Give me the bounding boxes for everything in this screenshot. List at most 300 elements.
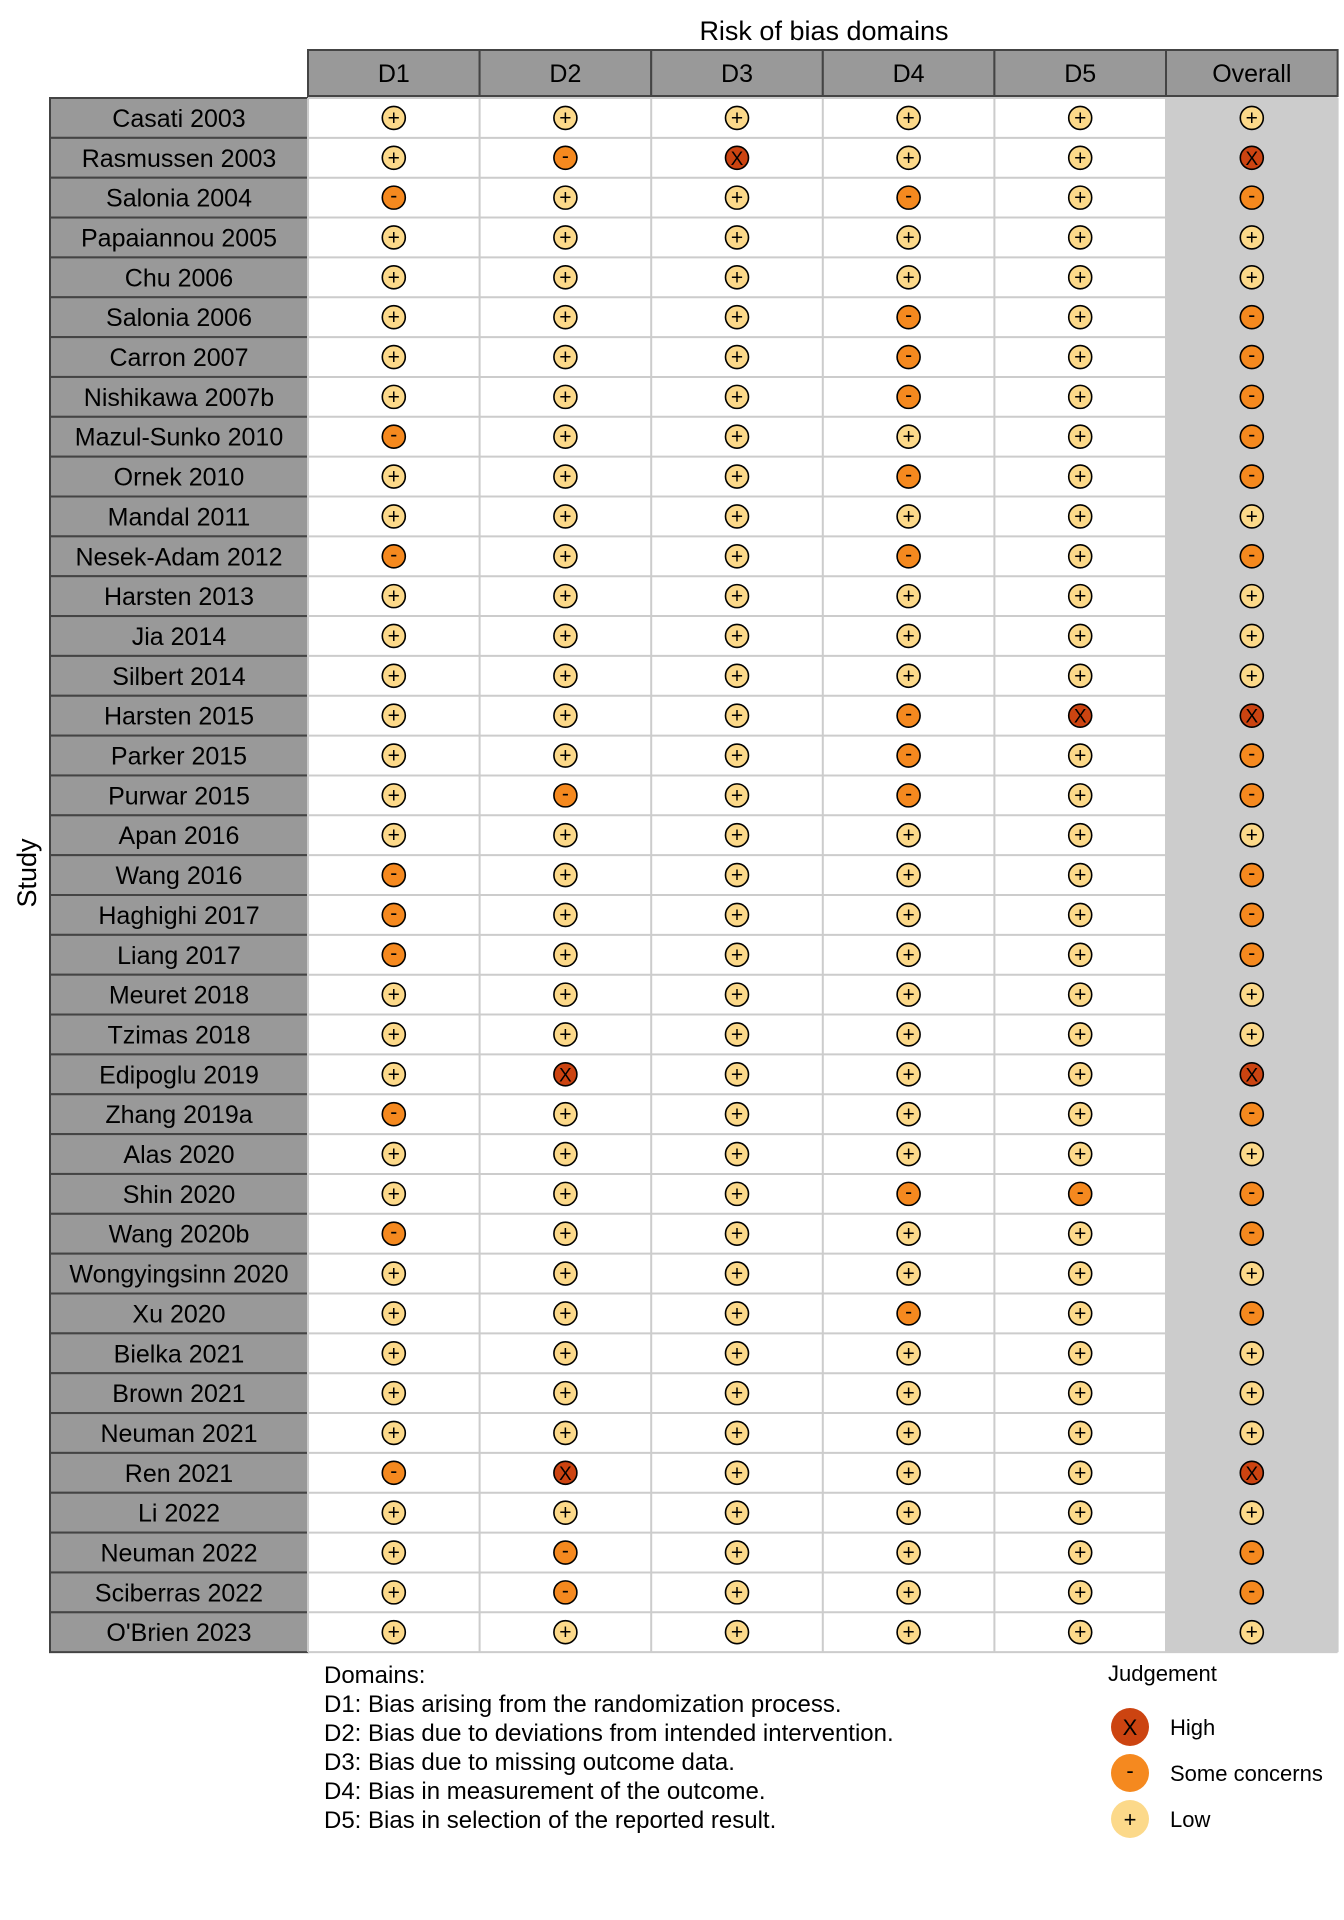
judgement-symbol: +: [730, 545, 744, 569]
judgement-symbol: -: [1248, 1300, 1256, 1324]
judgement-marker: [897, 1461, 920, 1485]
judgement-marker: [726, 1581, 749, 1605]
judgement-symbol: +: [1074, 505, 1087, 529]
judgement-symbol: +: [387, 1182, 400, 1206]
judgement-marker: [1069, 266, 1092, 290]
judgement-marker: [554, 106, 577, 130]
table-background: [50, 50, 1338, 1652]
judgement-symbol: +: [559, 346, 572, 370]
judgement-marker: [1069, 1581, 1092, 1605]
judgement-marker: [897, 384, 920, 409]
judgement-symbol: +: [1245, 1382, 1258, 1406]
judgement-symbol: +: [559, 983, 572, 1007]
study-label: Salonia 2006: [106, 304, 252, 333]
judgement-marker: [897, 1541, 920, 1565]
judgement-symbol: +: [730, 425, 744, 449]
judgement-symbol: +: [902, 824, 915, 848]
judgement-marker: [897, 464, 920, 489]
judgement-marker: [726, 903, 749, 927]
judgement-marker: [1069, 1382, 1092, 1406]
judgement-marker: [554, 306, 577, 330]
judgement-marker: [1240, 585, 1263, 609]
judgement-marker: [726, 146, 749, 170]
legend-item: [1111, 1754, 1323, 1792]
judgement-symbol: +: [902, 1461, 915, 1485]
study-label: Papaiannou 2005: [80, 224, 278, 253]
study-label: Parker 2015: [110, 742, 248, 771]
column-header-label: D5: [1064, 60, 1097, 88]
judgement-symbol: +: [730, 505, 744, 529]
judgement-symbol: -: [561, 144, 569, 168]
judgement-marker: [554, 1579, 577, 1604]
judgement-symbol: +: [559, 505, 572, 529]
judgement-marker: [1069, 1501, 1092, 1525]
judgement-symbol: -: [1248, 463, 1256, 487]
study-label: Haghighi 2017: [98, 901, 260, 930]
column-header-label: Overall: [1212, 60, 1292, 88]
judgement-symbol: +: [387, 1063, 400, 1087]
judgement-symbol: -: [905, 344, 913, 368]
judgement-symbol: -: [1248, 304, 1256, 328]
judgement-symbol: +: [1074, 1541, 1087, 1565]
judgement-marker: [726, 1103, 749, 1127]
judgement-marker: [382, 385, 405, 409]
judgement-marker: [1069, 1302, 1092, 1326]
judgement-marker: [897, 664, 920, 688]
judgement-symbol: +: [730, 1103, 744, 1127]
study-label: Ren 2021: [124, 1459, 234, 1488]
judgement-symbol: -: [905, 742, 913, 766]
judgement-marker: [897, 1300, 920, 1325]
judgement-symbol: -: [905, 383, 913, 407]
chart-title: Risk of bias domains: [699, 16, 949, 46]
judgement-symbol: +: [730, 1421, 744, 1445]
judgement-symbol: +: [559, 1382, 572, 1406]
judgement-symbol: +: [1074, 1621, 1087, 1645]
judgement-symbol: +: [1245, 226, 1258, 250]
legend-symbol: X: [1122, 1715, 1138, 1740]
judgement-symbol: -: [1248, 1101, 1256, 1125]
judgement-symbol: +: [730, 1581, 744, 1605]
judgement-marker: [1069, 1063, 1092, 1087]
judgement-marker: [1240, 1501, 1263, 1525]
judgement-symbol: +: [730, 744, 744, 768]
judgement-symbol: -: [905, 702, 913, 726]
judgement-marker: [554, 864, 577, 888]
judgement-symbol: +: [559, 1023, 572, 1047]
judgement-symbol: +: [730, 1222, 744, 1246]
judgement-symbol: -: [1248, 742, 1256, 766]
judgement-symbol: +: [559, 903, 572, 927]
judgement-marker: [554, 1143, 577, 1167]
study-label: Alas 2020: [123, 1141, 235, 1170]
judgement-symbol: +: [387, 1382, 400, 1406]
study-label: Liang 2017: [117, 941, 241, 970]
judgement-marker: [554, 585, 577, 609]
judgement-marker: [382, 424, 405, 449]
judgement-marker: [726, 226, 749, 250]
judgement-marker: [554, 1023, 577, 1047]
judgement-marker: [554, 1302, 577, 1326]
judgement-marker: [382, 1101, 405, 1126]
judgement-symbol: +: [902, 1103, 915, 1127]
study-label: Rasmussen 2003: [81, 144, 277, 173]
judgement-marker: [382, 1023, 405, 1047]
judgement-marker: [1240, 1023, 1263, 1047]
judgement-marker: [726, 983, 749, 1007]
judgement-marker: [897, 782, 920, 807]
judgement-marker: [1240, 1621, 1263, 1645]
judgement-marker: [1069, 943, 1092, 967]
judgement-symbol: -: [390, 1220, 398, 1244]
judgement-marker: [554, 744, 577, 768]
judgement-marker: [897, 1143, 920, 1167]
legend-symbol: +: [1123, 1807, 1137, 1832]
judgement-symbol: +: [902, 1143, 915, 1167]
judgement-marker: [382, 346, 405, 370]
judgement-symbol: +: [1074, 784, 1087, 808]
judgement-marker: [382, 1143, 405, 1167]
legend-item: [1111, 1800, 1210, 1838]
column-header-label: D1: [377, 60, 410, 88]
judgement-marker: [382, 1541, 405, 1565]
judgement-marker: [1069, 1342, 1092, 1366]
judgement-marker: [382, 664, 405, 688]
judgement-marker: [726, 385, 749, 409]
judgement-marker: [382, 1382, 405, 1406]
judgement-symbol: +: [387, 983, 400, 1007]
judgement-symbol: +: [559, 1501, 572, 1525]
judgement-symbol: +: [730, 1302, 744, 1326]
study-label: Shin 2020: [122, 1180, 236, 1209]
legend-label: Some concerns: [1170, 1761, 1323, 1786]
domain-description: D4: Bias in measurement of the outcome.: [324, 1778, 766, 1805]
judgement-symbol: +: [559, 1182, 572, 1206]
judgement-marker: [726, 585, 749, 609]
judgement-marker: [1240, 1461, 1263, 1485]
study-label: Neuman 2021: [100, 1419, 258, 1448]
study-label: Edipoglu 2019: [99, 1061, 259, 1090]
judgement-symbol: +: [730, 1143, 744, 1167]
judgement-symbol: +: [559, 306, 572, 330]
judgement-marker: [382, 1581, 405, 1605]
judgement-marker: [382, 1221, 405, 1246]
judgement-symbol: -: [390, 1459, 398, 1483]
judgement-marker: [1069, 864, 1092, 888]
judgement-marker: [726, 864, 749, 888]
judgement-symbol: +: [902, 266, 915, 290]
judgement-marker: [554, 1342, 577, 1366]
judgement-marker: [382, 824, 405, 848]
judgement-symbol: +: [902, 983, 915, 1007]
judgement-symbol: -: [390, 901, 398, 925]
judgement-marker: [897, 1222, 920, 1246]
judgement-marker: [1069, 385, 1092, 409]
judgement-marker: [382, 585, 405, 609]
judgement-symbol: +: [1245, 1023, 1258, 1047]
judgement-symbol: +: [1074, 465, 1087, 489]
judgement-marker: [382, 1342, 405, 1366]
judgement-marker: [897, 1342, 920, 1366]
judgement-marker: [382, 1621, 405, 1645]
judgement-marker: [554, 266, 577, 290]
judgement-symbol: +: [559, 465, 572, 489]
judgement-marker: [554, 1262, 577, 1286]
judgement-marker: [1069, 704, 1092, 728]
judgement-symbol: +: [1074, 1382, 1087, 1406]
judgement-symbol: +: [559, 744, 572, 768]
judgement-marker: [897, 943, 920, 967]
study-label: Jia 2014: [131, 622, 227, 651]
study-label: Salonia 2004: [106, 184, 252, 213]
judgement-symbol: +: [1074, 1262, 1087, 1286]
judgement-marker: [897, 743, 920, 768]
judgement-marker: [1069, 1421, 1092, 1445]
judgement-marker: [382, 942, 405, 967]
judgement-marker: [382, 185, 405, 210]
judgement-symbol: +: [902, 664, 915, 688]
judgement-symbol: +: [902, 146, 915, 170]
judgement-symbol: +: [387, 624, 400, 648]
judgement-marker: [897, 425, 920, 449]
judgement-symbol: +: [1245, 1501, 1258, 1525]
judgement-marker: [897, 146, 920, 170]
study-label: Zhang 2019a: [105, 1101, 253, 1130]
judgement-symbol: +: [559, 1302, 572, 1326]
judgement-marker: [554, 186, 577, 210]
study-label: Purwar 2015: [108, 782, 250, 811]
judgement-marker: [382, 106, 405, 130]
study-label: Wang 2020b: [108, 1220, 250, 1249]
study-label: Sciberras 2022: [94, 1579, 264, 1608]
judgement-symbol: +: [902, 1262, 915, 1286]
judgement-marker: [1240, 505, 1263, 529]
judgement-symbol: +: [387, 146, 400, 170]
judgement-symbol: -: [1248, 344, 1256, 368]
judgement-marker: [1240, 1421, 1263, 1445]
judgement-marker: [897, 1501, 920, 1525]
judgement-symbol: +: [387, 1302, 400, 1326]
judgement-symbol: +: [1074, 425, 1087, 449]
judgement-symbol: +: [1245, 1621, 1258, 1645]
judgement-marker: [897, 983, 920, 1007]
judgement-symbol: +: [387, 226, 400, 250]
judgement-symbol: X: [1245, 148, 1259, 170]
judgement-marker: [554, 226, 577, 250]
judgement-marker: [1069, 1541, 1092, 1565]
judgement-marker: [897, 903, 920, 927]
domain-description: D2: Bias due to deviations from intended intervention.: [324, 1720, 894, 1747]
judgement-marker: [382, 983, 405, 1007]
study-label: Harsten 2013: [103, 583, 255, 612]
study-label: O'Brien 2023: [106, 1619, 252, 1648]
judgement-marker: [554, 1540, 577, 1565]
judgement-marker: [554, 1063, 577, 1087]
judgement-marker: [897, 185, 920, 210]
judgement-marker: [1069, 983, 1092, 1007]
judgement-marker: [897, 1063, 920, 1087]
judgement-marker: [1069, 1262, 1092, 1286]
judgement-symbol: -: [1248, 1539, 1256, 1563]
judgement-symbol: +: [730, 585, 744, 609]
judgement-marker: [1069, 106, 1092, 130]
judgement-symbol: +: [1245, 1143, 1258, 1167]
judgement-symbol: +: [730, 1461, 744, 1485]
judgement-symbol: +: [902, 585, 915, 609]
judgement-symbol: -: [905, 463, 913, 487]
judgement-symbol: +: [902, 1421, 915, 1445]
judgement-symbol: +: [902, 903, 915, 927]
judgement-symbol: +: [559, 824, 572, 848]
judgement-marker: [726, 1501, 749, 1525]
judgement-marker: [897, 1262, 920, 1286]
judgement-symbol: +: [1245, 505, 1258, 529]
judgement-symbol: +: [387, 1143, 400, 1167]
judgement-symbol: -: [561, 1579, 569, 1603]
judgement-symbol: +: [730, 864, 744, 888]
judgement-symbol: +: [730, 1621, 744, 1645]
judgement-marker: [554, 664, 577, 688]
judgement-symbol: +: [1074, 1103, 1087, 1127]
judgement-marker: [554, 1421, 577, 1445]
judgement-symbol: +: [559, 1262, 572, 1286]
judgement-symbol: +: [387, 346, 400, 370]
judgement-marker: [726, 624, 749, 648]
study-label: Silbert 2014: [112, 662, 246, 691]
judgement-marker: [897, 505, 920, 529]
judgement-marker: [1240, 266, 1263, 290]
judgement-symbol: +: [1245, 266, 1258, 290]
judgement-symbol: +: [730, 226, 744, 250]
judgement-symbol: -: [1248, 901, 1256, 925]
judgement-marker: [726, 306, 749, 330]
judgement-symbol: +: [1074, 624, 1087, 648]
study-label: Bielka 2021: [113, 1340, 245, 1369]
judgement-symbol: +: [1245, 585, 1258, 609]
judgement-symbol: +: [1074, 585, 1087, 609]
judgement-marker: [897, 1421, 920, 1445]
judgement-symbol: +: [730, 1023, 744, 1047]
judgement-marker: [1069, 624, 1092, 648]
judgement-marker: [554, 145, 577, 170]
judgement-marker: [382, 1302, 405, 1326]
judgement-marker: [897, 703, 920, 728]
judgement-symbol: -: [561, 1539, 569, 1563]
column-header-label: D4: [892, 60, 925, 88]
judgement-marker: [726, 505, 749, 529]
judgement-marker: [726, 1182, 749, 1206]
judgement-symbol: X: [1073, 706, 1087, 728]
judgement-symbol: +: [559, 864, 572, 888]
judgement-symbol: +: [730, 824, 744, 848]
judgement-symbol: -: [1248, 1579, 1256, 1603]
judgement-marker: [1069, 744, 1092, 768]
judgement-symbol: +: [387, 266, 400, 290]
judgement-symbol: +: [730, 346, 744, 370]
judgement-marker: [726, 266, 749, 290]
judgement-marker: [1069, 425, 1092, 449]
judgement-marker: [554, 1501, 577, 1525]
judgement-symbol: +: [387, 744, 400, 768]
judgement-symbol: +: [730, 186, 744, 210]
judgement-marker: [726, 704, 749, 728]
judgement-marker: [897, 266, 920, 290]
judgement-symbol: X: [730, 148, 744, 170]
judgement-symbol: +: [387, 1342, 400, 1366]
judgement-symbol: +: [559, 624, 572, 648]
judgement-symbol: +: [387, 784, 400, 808]
domains-key: [324, 1662, 894, 1834]
judgement-symbol: +: [387, 1501, 400, 1525]
judgement-symbol: +: [902, 425, 915, 449]
judgement-marker: [1069, 1621, 1092, 1645]
judgement-symbol: +: [559, 545, 572, 569]
judgement-symbol: +: [730, 943, 744, 967]
judgement-marker: [382, 744, 405, 768]
judgement-marker: [897, 1181, 920, 1206]
judgement-symbol: -: [390, 184, 398, 208]
judgement-symbol: -: [390, 941, 398, 965]
judgement-marker: [382, 465, 405, 489]
judgement-marker: [382, 505, 405, 529]
judgement-symbol: +: [559, 1103, 572, 1127]
judgement-marker: [1240, 226, 1263, 250]
judgement-marker: [897, 106, 920, 130]
judgement-symbol: +: [730, 306, 744, 330]
judgement-symbol: +: [730, 465, 744, 489]
judgement-symbol: -: [390, 543, 398, 567]
judgement-symbol: +: [559, 385, 572, 409]
judgement-symbol: +: [387, 1023, 400, 1047]
judgement-symbol: +: [1074, 146, 1087, 170]
judgement-marker: [897, 543, 920, 568]
judgement-marker: [554, 943, 577, 967]
judgement-marker: [1069, 186, 1092, 210]
judgement-marker: [382, 543, 405, 568]
judgement-marker: [382, 902, 405, 927]
study-label: Tzimas 2018: [107, 1021, 251, 1050]
judgement-symbol: -: [905, 1300, 913, 1324]
study-label: Mazul-Sunko 2010: [74, 423, 284, 452]
judgement-marker: [382, 226, 405, 250]
judgement-marker: [554, 1182, 577, 1206]
judgement-symbol: -: [905, 304, 913, 328]
legend-symbol: -: [1126, 1758, 1134, 1783]
judgement-symbol: +: [1245, 106, 1258, 130]
legend-label: Low: [1170, 1807, 1211, 1832]
judgement-symbol: +: [1074, 385, 1087, 409]
judgement-symbol: +: [559, 425, 572, 449]
judgement-symbol: +: [1074, 545, 1087, 569]
judgement-symbol: +: [387, 704, 400, 728]
judgement-symbol: -: [1248, 543, 1256, 567]
judgement-marker: [1069, 1461, 1092, 1485]
judgement-symbol: +: [1074, 266, 1087, 290]
judgement-symbol: +: [387, 1421, 400, 1445]
judgement-marker: [726, 346, 749, 370]
judgement-symbol: -: [1248, 423, 1256, 447]
judgement-marker: [897, 226, 920, 250]
judgement-marker: [726, 824, 749, 848]
judgement-marker: [1240, 1063, 1263, 1087]
judgement-symbol: +: [387, 385, 400, 409]
judgement-marker: [1240, 1143, 1263, 1167]
column-header-label: D3: [721, 60, 753, 88]
judgement-marker: [897, 624, 920, 648]
judgement-symbol: +: [1074, 1461, 1087, 1485]
judgement-symbol: +: [1074, 106, 1087, 130]
judgement-marker: [1069, 664, 1092, 688]
